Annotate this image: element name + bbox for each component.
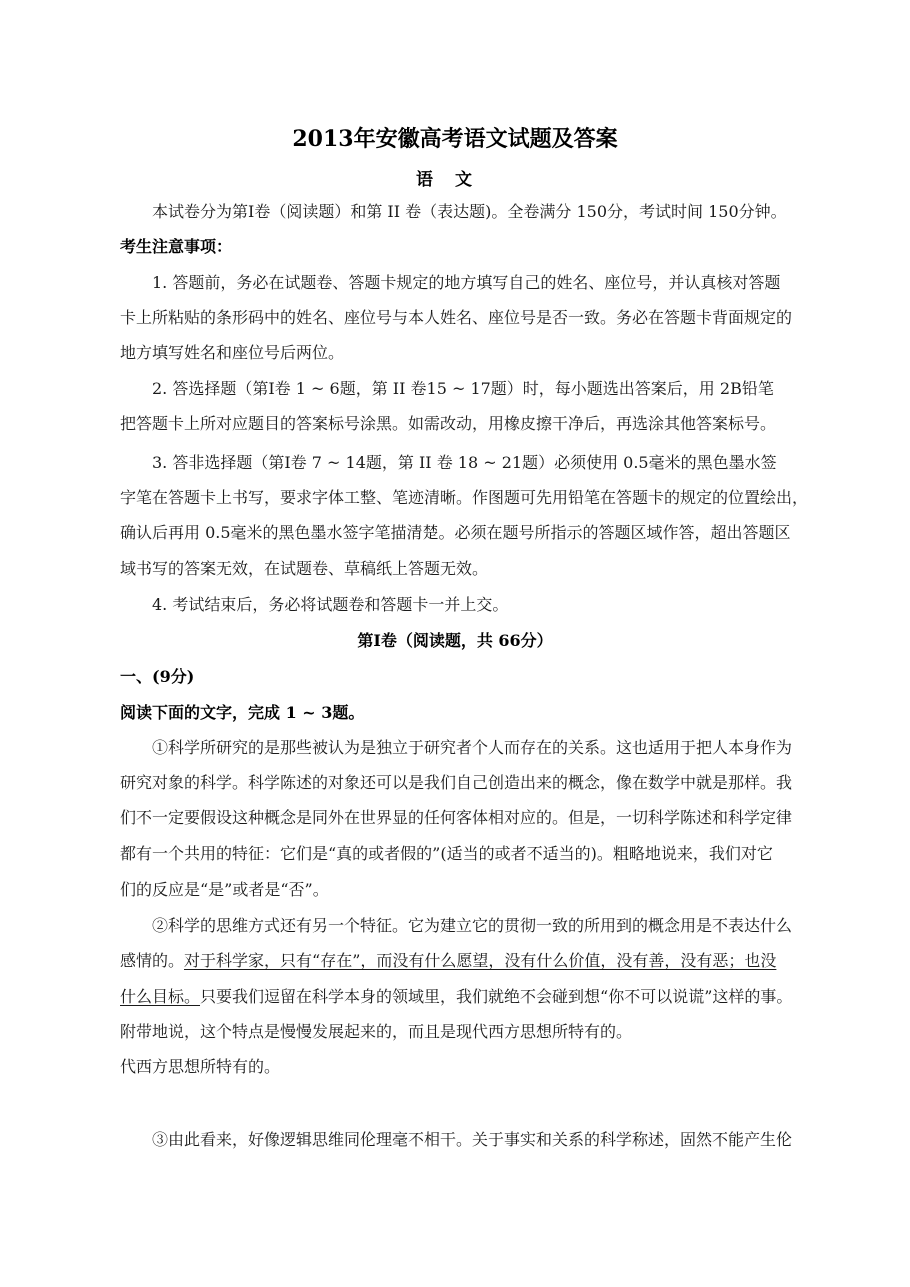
para-1-line-3: 们不一定要假设这种概念是同外在世界显的任何客体相对应的。但是，一切科学陈述和科学定律 <box>120 808 793 827</box>
notice-3-line-2: 字笔在答题卡上书写，要求字体工整、笔迹清晰。作图题可先用铅笔在答题卡的规定的位置绘出， <box>120 488 809 507</box>
underlined-sentence-part-1: 对于科学家，只有“存在”，而没有什么愿望，没有什么价值，没有善，没有恶；也没 <box>184 951 777 970</box>
section-heading: 第Ⅰ卷（阅读题，共 66分） <box>357 631 553 650</box>
para-1-line-2: 研究对象的科学。科学陈述的对象还可以是我们自己创造出来的概念，像在数学中就是那样。我 <box>120 773 793 792</box>
page-title: 2013年安徽高考语文试题及答案 <box>292 126 618 152</box>
para-1-line-4: 都有一个共用的特征：它们是“真的或者假的”(适当的或者不适当的)。粗略地说来，我们对它 <box>120 844 773 863</box>
notice-3-line-3: 确认后再用 0.5毫米的黑色墨水签字笔描清楚。必须在题号所指示的答题区域作答，超出答题区 <box>120 523 791 542</box>
notice-heading: 考生注意事项： <box>120 237 233 256</box>
para-2-line-5: 代西方思想所特有的。 <box>120 1057 281 1076</box>
reading-instruction: 阅读下面的文字，完成 1 ~ 3题。 <box>120 703 365 722</box>
para-2-line-1: ②科学的思维方式还有另一个特征。它为建立它的贯彻一致的所用到的概念用是不表达什么 <box>152 916 793 935</box>
para-2-line-4: 附带地说，这个特点是慢慢发展起来的，而且是现代西方思想所特有的。 <box>120 1022 633 1041</box>
para-3-line-1: ③由此看来，好像逻辑思维同伦理毫不相干。关于事实和关系的科学称述，固然不能产生伦 <box>152 1130 793 1149</box>
para-2-line-2 <box>120 950 776 972</box>
notice-3-line-1: 3. 答非选择题（第Ⅰ卷 7 ~ 14题，第 II 卷 18 ~ 21题）必须使用 0.5毫米的黑色墨水签 <box>152 453 777 472</box>
underlined-sentence-part-2: 什么目标。 <box>120 987 201 1006</box>
notice-2-line-1: 2. 答选择题（第Ⅰ卷 1 ~ 6题，第 II 卷15 ~ 17题）时，每小题选出答案后，用 2B铅笔 <box>152 379 774 398</box>
para-2-line-2-plain: 感情的。 <box>120 951 185 970</box>
para-1-line-1: ①科学所研究的是那些被认为是独立于研究者个人而存在的关系。这也适用于把人本身作为 <box>152 738 793 757</box>
notice-1-line-3: 地方填写姓名和座位号后两位。 <box>120 343 345 362</box>
notice-3-line-4: 域书写的答案无效，在试题卷、草稿纸上答题无效。 <box>120 559 489 578</box>
intro-text: 本试卷分为第Ⅰ卷（阅读题）和第 II 卷（表达题)。全卷满分 150分，考试时间 150分钟。 <box>152 202 787 221</box>
notice-4: 4. 考试结束后，务必将试题卷和答题卡一并上交。 <box>152 595 509 614</box>
para-2-line-3-plain: 只要我们逗留在科学本身的领域里，我们就绝不会碰到想“你不可以说谎”这样的事。 <box>200 987 793 1006</box>
notice-1-line-2: 卡上所粘贴的条形码中的姓名、座位号与本人姓名、座位号是否一致。务必在答题卡背面规定的 <box>120 308 793 327</box>
para-1-line-5: 们的反应是“是”或者是“否”。 <box>120 880 329 899</box>
para-2-line-3 <box>120 986 792 1008</box>
part-one-heading: 一、(9分) <box>120 667 195 686</box>
notice-2-line-2: 把答题卡上所对应题目的答案标号涂黑。如需改动，用橡皮擦干净后，再选涂其他答案标号。 <box>120 414 777 433</box>
notice-1-line-1: 1. 答题前，务必在试题卷、答题卡规定的地方填写自己的姓名、座位号，并认真核对答题 <box>152 273 781 292</box>
subject-heading: 语文 <box>416 170 494 190</box>
